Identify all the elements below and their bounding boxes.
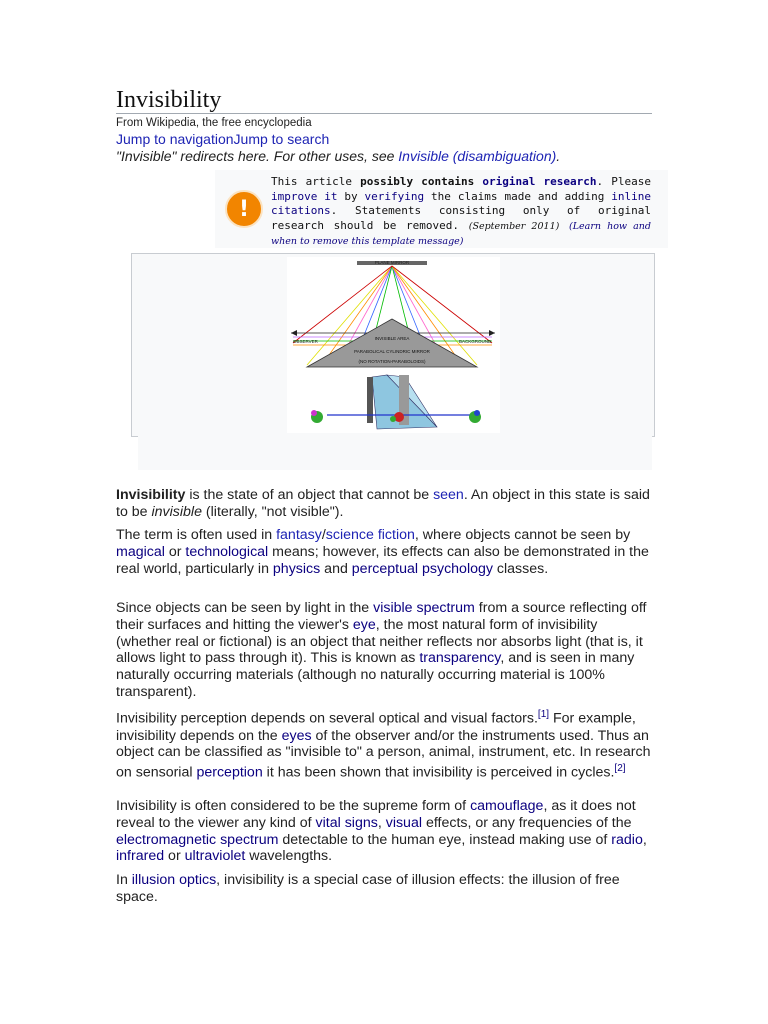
science-fiction-link[interactable]: science fiction xyxy=(325,527,415,543)
notice-text xyxy=(271,175,651,250)
text: or xyxy=(164,848,185,865)
camouflage-link[interactable]: camouflage xyxy=(470,798,544,814)
visual-link[interactable]: visual xyxy=(385,814,422,831)
figure-caption xyxy=(138,436,652,470)
text: , xyxy=(642,831,647,848)
text: detectable to the human eye, instead making use of xyxy=(278,831,612,848)
text: and xyxy=(320,560,352,577)
text: , where objects cannot be seen by xyxy=(414,527,631,543)
italic-term: invisible xyxy=(151,503,202,520)
disambiguation-link[interactable]: Invisible (disambiguation) xyxy=(398,148,557,164)
notice-text-part: the claims made and adding xyxy=(424,189,612,203)
text: it has been shown that invisibility is perceived in cycles. xyxy=(262,764,615,781)
transparency-link[interactable]: transparency xyxy=(419,650,501,667)
invisibility-diagram[interactable] xyxy=(287,257,500,433)
paragraph-3 xyxy=(116,600,656,701)
inline-citations-link[interactable]: inline citations xyxy=(271,189,651,217)
notice-bold: possibly contains xyxy=(360,175,483,188)
improve-it-link[interactable]: improve it xyxy=(271,189,338,203)
site-tagline: From Wikipedia, the free encyclopedia xyxy=(116,117,312,129)
jump-to-navigation-link[interactable]: Jump to navigation xyxy=(116,131,234,147)
text: means; however, its effects can also be demonstrated in the real world, particularly in xyxy=(116,543,649,577)
text: of the observer and/or the instruments used. Thus an object can be classified as "invisible to" a person, animal, instrument, etc. In research on sensorial xyxy=(116,727,651,781)
title-divider xyxy=(116,113,652,114)
learn-remove-link[interactable]: (Learn how and when to remove this template message) xyxy=(271,220,652,247)
label-parabolic-mirror: PARABOLICAL CYLINDRIC MIRROR xyxy=(354,349,430,354)
perception-link[interactable]: perception xyxy=(196,764,263,781)
fantasy-link[interactable]: fantasy xyxy=(276,527,322,543)
label-plane-mirror: PLANE MIRROR xyxy=(374,260,410,265)
reference-1-link[interactable]: [1] xyxy=(537,709,550,720)
notice-date: (September 2011) xyxy=(468,220,560,232)
label-no-rotation: (NO ROTATION-PARABOLOIDS) xyxy=(358,359,426,364)
notice-text-part: . Statements consisting only of original research should be removed. xyxy=(271,204,651,232)
technological-link[interactable]: technological xyxy=(185,543,269,560)
text: / xyxy=(321,527,326,543)
radio-link[interactable]: radio xyxy=(611,831,643,848)
term-bold: Invisibility xyxy=(116,487,186,503)
text: . An object in this state is said to be xyxy=(116,487,650,520)
verifying-link[interactable]: verifying xyxy=(364,189,425,203)
text: is the state of an object that cannot be xyxy=(185,487,434,503)
seen-link[interactable]: seen xyxy=(433,487,464,503)
label-observer: OBSERVER xyxy=(293,339,318,344)
paragraph-1 xyxy=(116,487,656,521)
infrared-link[interactable]: infrared xyxy=(116,848,165,865)
text: Since objects can be seen by light in the xyxy=(116,600,374,616)
paragraph-5 xyxy=(116,798,656,865)
notice-text-part: This article xyxy=(271,175,361,188)
text: effects, or any frequencies of the xyxy=(422,814,632,831)
jump-links xyxy=(116,131,329,147)
text: In xyxy=(116,872,132,888)
reference-2-link[interactable]: [2] xyxy=(614,763,626,775)
paragraph-4 xyxy=(116,707,656,782)
magical-link[interactable]: magical xyxy=(116,543,165,560)
exclamation-icon: ! xyxy=(225,190,263,228)
label-background: BACKGROUND xyxy=(459,339,492,344)
eye-link[interactable]: eye xyxy=(352,616,376,633)
text: For example, invisibility depends on the xyxy=(116,710,636,744)
text: or xyxy=(164,543,186,560)
notice-text-part: by xyxy=(337,189,365,203)
ultraviolet-link[interactable]: ultraviolet xyxy=(184,848,246,865)
original-research-link[interactable]: original research xyxy=(482,175,597,188)
text: The term is often used in xyxy=(116,527,277,543)
text: Invisibility perception depends on several optical and visual factors. xyxy=(116,710,538,727)
electromagnetic-spectrum-link[interactable]: electromagnetic spectrum xyxy=(116,831,279,848)
text: , the most natural form of invisibility (whether real or fictional) is an object that neither reflects nor absorbs light (that is, it allows light to pass through it). This is known as xyxy=(116,616,643,667)
article-figure xyxy=(131,253,655,437)
label-invisible-area: INVISIBLE AREA xyxy=(374,336,410,341)
text: , xyxy=(377,814,386,831)
jump-to-search-link[interactable]: Jump to search xyxy=(233,131,330,147)
hatnote-text: "Invisible" redirects here. For other uses, see xyxy=(116,148,399,164)
vital-signs-link[interactable]: vital signs xyxy=(315,814,378,831)
text: , as it does not reveal to the viewer any kind of xyxy=(116,798,636,831)
paragraph-2 xyxy=(116,527,656,577)
text: , and is seen in many naturally occurring materials (although no naturally occurring material is 100% transparent). xyxy=(116,650,635,700)
paragraph-6 xyxy=(116,872,656,906)
original-research-notice xyxy=(215,170,668,248)
text: classes. xyxy=(492,560,549,577)
text: (literally, "not visible"). xyxy=(201,503,344,520)
text: from a source reflecting off their surfaces and hitting the viewer's xyxy=(116,600,647,633)
page-title: Invisibility xyxy=(116,87,222,113)
text: Invisibility is often considered to be the supreme form of xyxy=(116,798,471,814)
perceptual-psychology-link[interactable]: perceptual psychology xyxy=(351,560,493,577)
visible-spectrum-link[interactable]: visible spectrum xyxy=(373,600,475,616)
hatnote-end: . xyxy=(556,148,561,164)
text: wavelengths. xyxy=(245,848,333,865)
hatnote xyxy=(116,148,560,164)
physics-link[interactable]: physics xyxy=(272,560,321,577)
eyes-link[interactable]: eyes xyxy=(281,727,312,744)
notice-text-part: . Please xyxy=(596,175,651,188)
text: , invisibility is a special case of illusion effects: the illusion of free space. xyxy=(116,872,620,905)
illusion-optics-link[interactable]: illusion optics xyxy=(131,872,217,888)
